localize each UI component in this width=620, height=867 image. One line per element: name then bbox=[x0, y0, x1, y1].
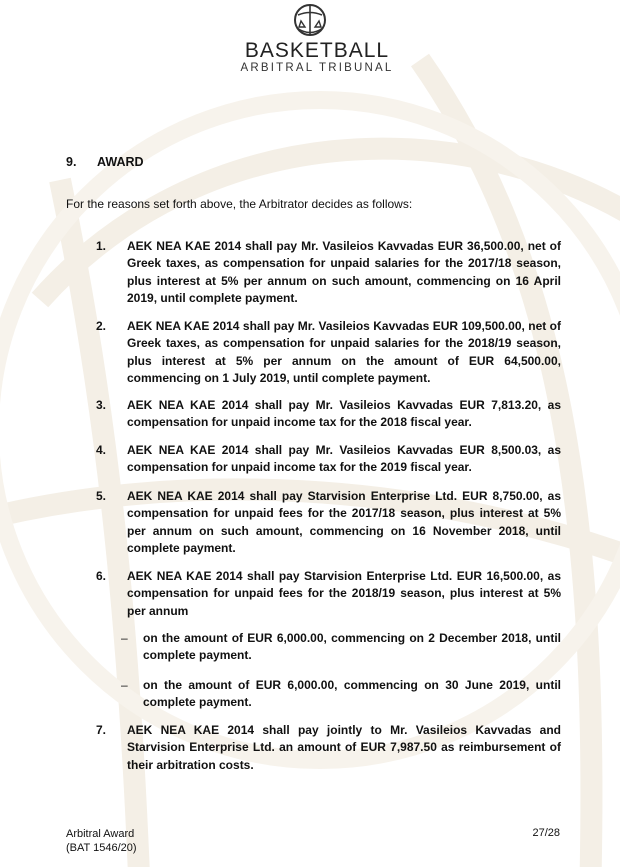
item-number: 5. bbox=[96, 489, 107, 503]
item-text: AEK NEA KAE 2014 shall pay Starvision Enterprise Ltd. EUR 16,500.00, as compensation for unpaid fees for the 2018/19 season, plus interest at 5% per annum bbox=[127, 569, 561, 618]
item-number: 6. bbox=[96, 569, 107, 583]
award-item bbox=[96, 442, 561, 477]
award-item bbox=[96, 568, 561, 620]
item-number: 2. bbox=[96, 319, 107, 333]
item-text: AEK NEA KAE 2014 shall pay Mr. Vasileios Kavvadas EUR 8,500.03, as compensation for unpaid income tax for the 2019 fiscal year. bbox=[127, 443, 561, 475]
intro-paragraph: For the reasons set forth above, the Arbitrator decides as follows: bbox=[66, 197, 413, 211]
subitem-dash: – bbox=[121, 631, 128, 645]
logo-title: BASKETBALL bbox=[244, 39, 390, 62]
item-number: 1. bbox=[96, 239, 107, 253]
page-number: 27/28 bbox=[532, 827, 560, 839]
subitem-text: on the amount of EUR 6,000.00, commencing on 2 December 2018, until complete payment. bbox=[143, 631, 561, 663]
section-title: AWARD bbox=[97, 155, 144, 169]
item-text: AEK NEA KAE 2014 shall pay Starvision Enterprise Ltd. EUR 8,750.00, as compensation for unpaid fees for the 2017/18 season, plus interest at 5% per annum on such amount, commencing on 16 November 2018, until complete payment. bbox=[127, 489, 561, 555]
section-number: 9. bbox=[66, 155, 77, 169]
logo-subtitle: ARBITRAL TRIBUNAL bbox=[240, 62, 394, 74]
footer-document-info bbox=[66, 827, 137, 855]
subitem-text: on the amount of EUR 6,000.00, commencing on 30 June 2019, until complete payment. bbox=[143, 678, 561, 710]
award-subitem bbox=[121, 677, 561, 712]
item-text: AEK NEA KAE 2014 shall pay Mr. Vasileios Kavvadas EUR 7,813.20, as compensation for unpaid income tax for the 2018 fiscal year. bbox=[127, 398, 561, 430]
footer-doc-type: Arbitral Award bbox=[66, 828, 135, 840]
award-subitem bbox=[121, 630, 561, 665]
section-heading bbox=[66, 155, 144, 169]
award-item bbox=[96, 318, 561, 387]
footer-case-ref: (BAT 1546/20) bbox=[66, 842, 137, 854]
item-number: 7. bbox=[96, 723, 107, 737]
item-text: AEK NEA KAE 2014 shall pay Mr. Vasileios Kavvadas EUR 36,500.00, net of Greek taxes, as compensation for unpaid salaries for the 2017/18 season, plus interest at 5% per annum on such amount, commencing on 16 April 2019, until complete payment. bbox=[127, 239, 561, 305]
item-number: 3. bbox=[96, 398, 107, 412]
item-number: 4. bbox=[96, 443, 107, 457]
award-item bbox=[96, 397, 561, 432]
item-text: AEK NEA KAE 2014 shall pay jointly to Mr. Vasileios Kavvadas and Starvision Enterprise Ltd. an amount of EUR 7,987.50 as reimbursement of their arbitration costs. bbox=[127, 723, 561, 772]
subitem-dash: – bbox=[121, 678, 128, 692]
award-item bbox=[96, 238, 561, 307]
tribunal-logo-icon bbox=[292, 2, 328, 38]
page-header bbox=[0, 2, 620, 74]
award-item bbox=[96, 722, 561, 774]
item-text: AEK NEA KAE 2014 shall pay Mr. Vasileios Kavvadas EUR 109,500.00, net of Greek taxes, as compensation for unpaid salaries for the 2018/19 season, plus interest at 5% per annum on the amount of EUR 64,500.00, commencing on 1 July 2019, until complete payment. bbox=[127, 319, 561, 385]
award-item bbox=[96, 488, 561, 557]
